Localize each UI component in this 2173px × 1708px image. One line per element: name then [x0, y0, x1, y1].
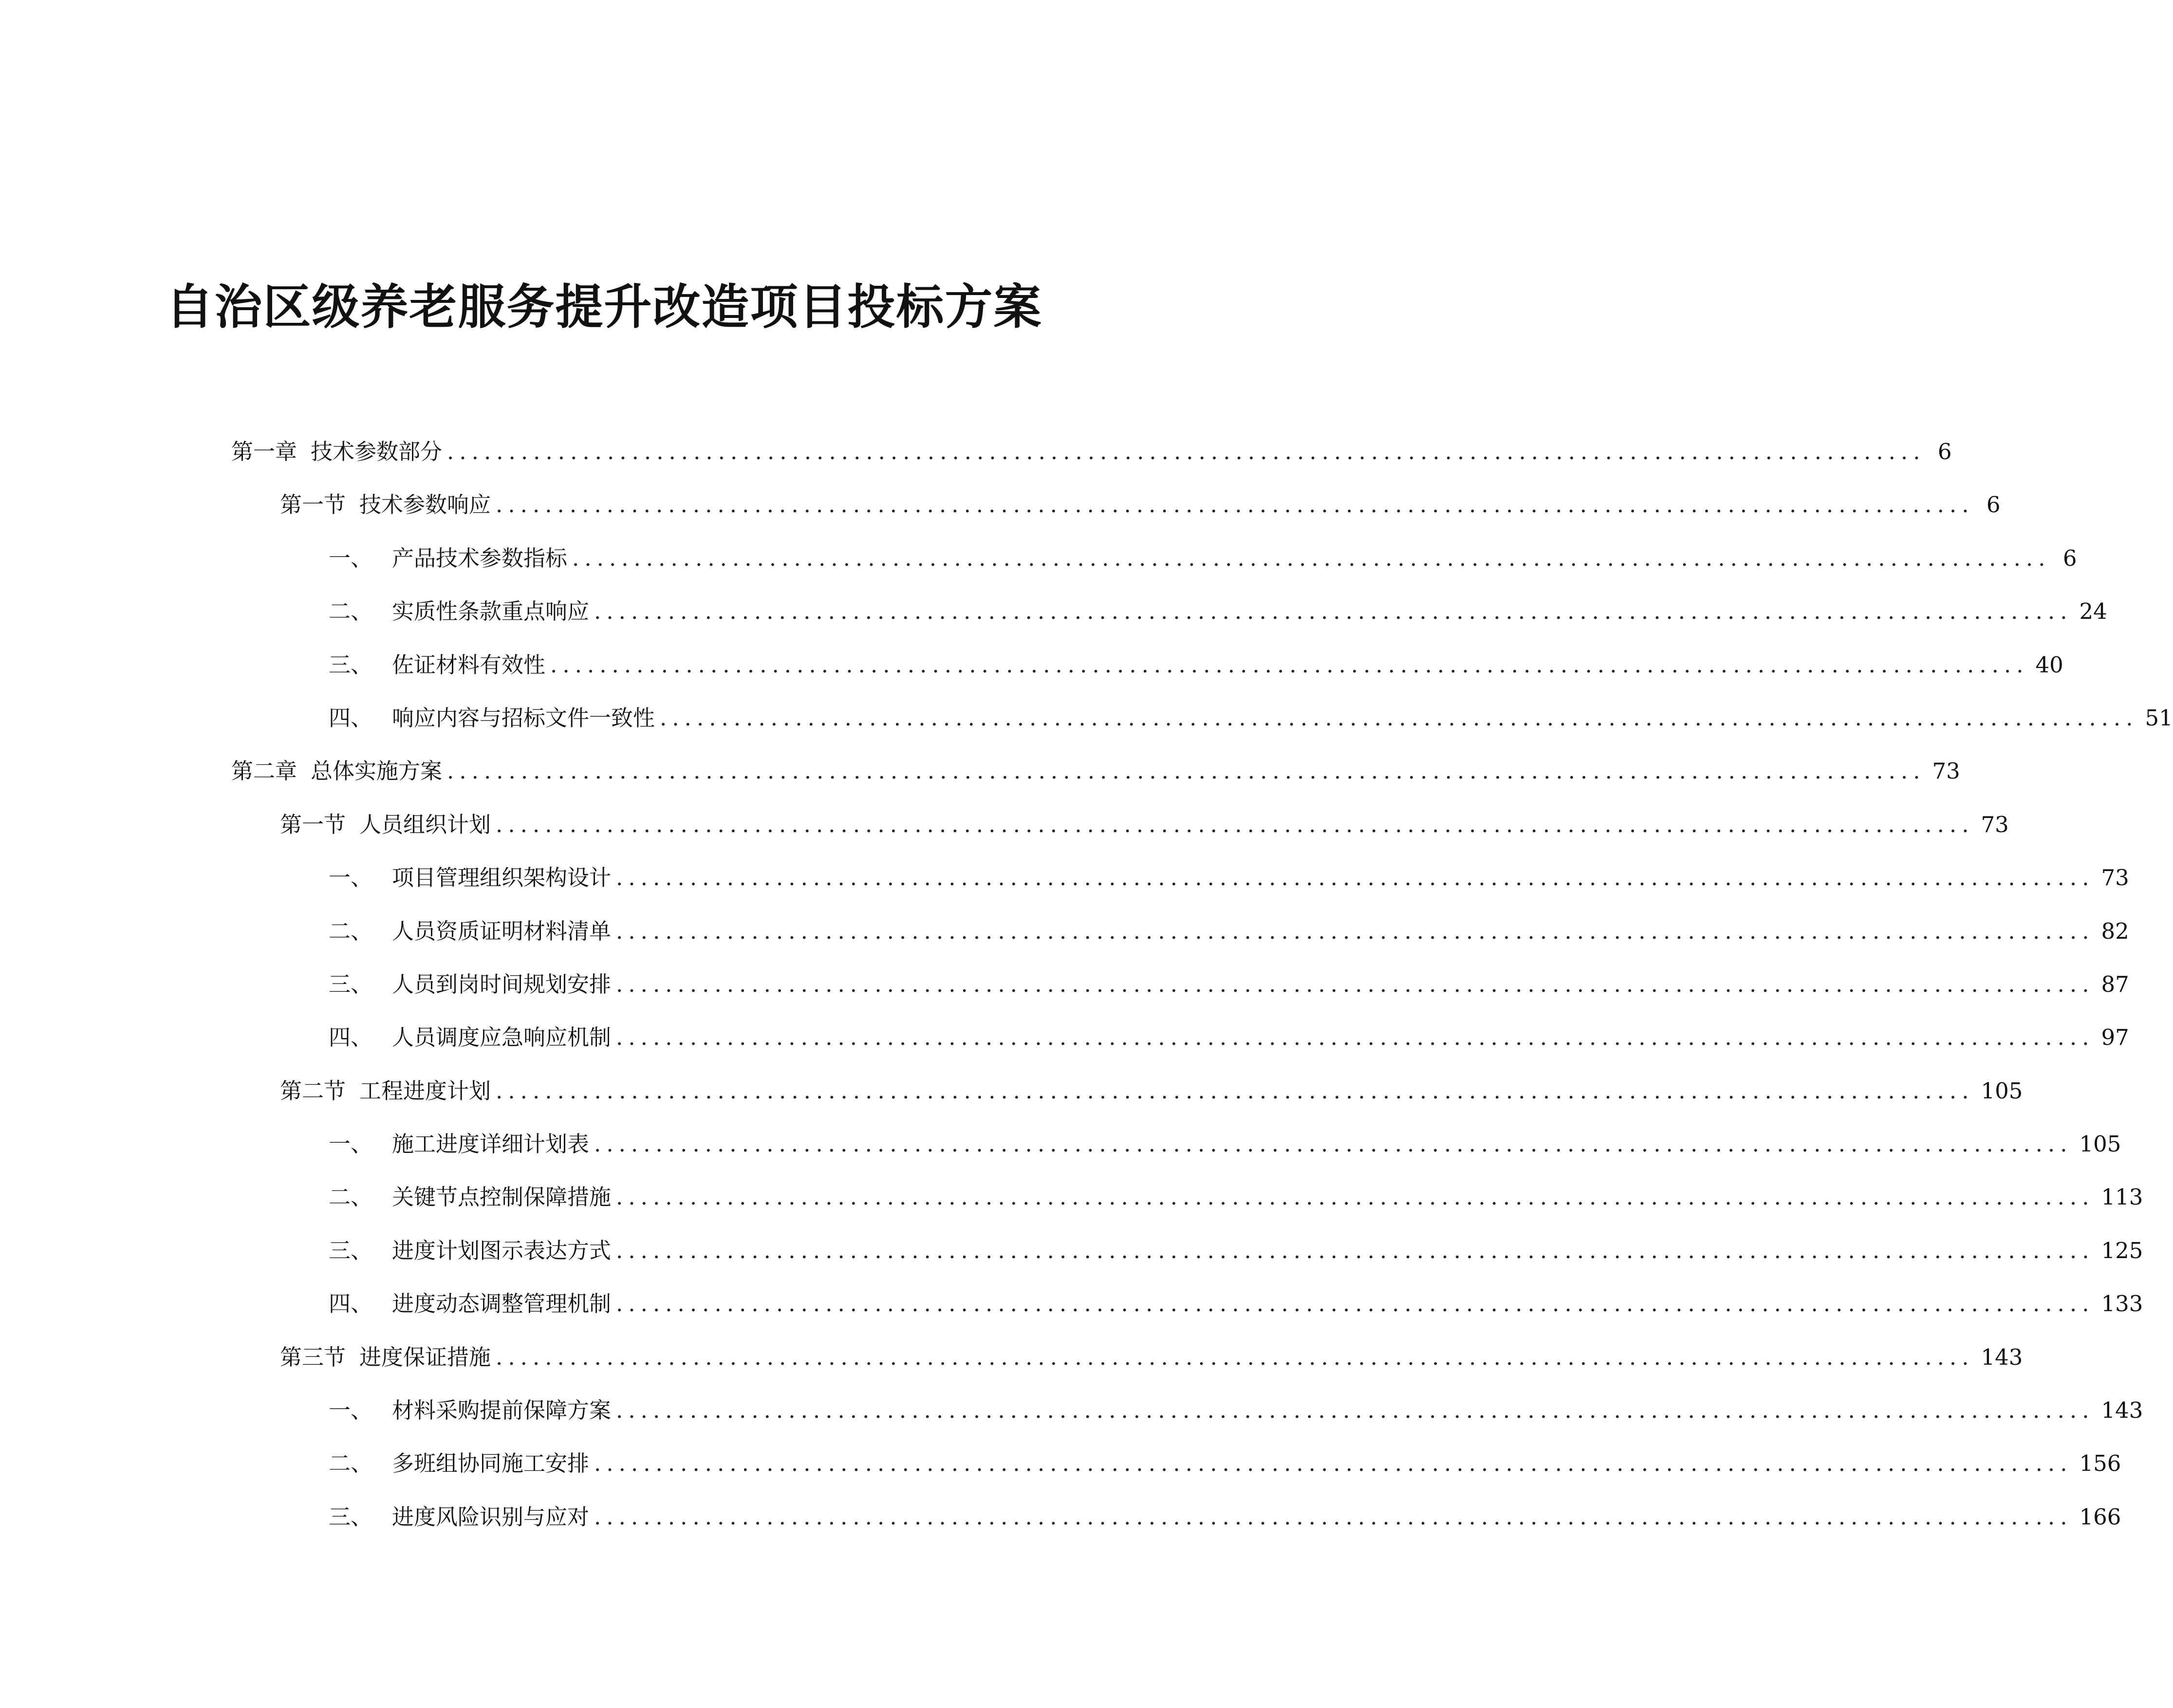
toc-page-number: 24	[2079, 598, 2107, 625]
toc-dot-leader: ........................................................................................................................	[616, 971, 2095, 997]
toc-page-number: 97	[2101, 1024, 2129, 1051]
toc-entry-number: 第一节	[280, 811, 346, 837]
toc-entry[interactable]	[231, 691, 2173, 744]
toc-entry[interactable]	[231, 1490, 2121, 1543]
toc-entry-title: 人员组织计划	[359, 811, 491, 837]
toc-page-number: 73	[1932, 758, 1960, 784]
toc-entry-title: 人员到岗时间规划安排	[392, 971, 612, 997]
toc-page-number: 133	[2101, 1291, 2143, 1317]
toc-entry-number: 二、	[329, 1184, 373, 1210]
toc-entry-title: 进度计划图示表达方式	[392, 1237, 612, 1263]
table-of-contents	[231, 425, 2173, 1543]
toc-entry-number: 二、	[329, 598, 373, 625]
toc-dot-leader: ........................................................................................................................	[447, 439, 1926, 464]
toc-entry-title: 进度动态调整管理机制	[392, 1291, 612, 1317]
toc-page-number: 73	[1981, 811, 2009, 837]
toc-entry-title: 技术参数响应	[359, 492, 491, 518]
toc-entry-title: 实质性条款重点响应	[392, 598, 590, 625]
toc-page-number: 6	[1986, 492, 2001, 518]
toc-entry-title: 项目管理组织架构设计	[392, 865, 612, 891]
toc-entry-title: 进度风险识别与应对	[392, 1504, 590, 1530]
toc-page-number: 143	[2101, 1397, 2143, 1424]
toc-dot-leader: ........................................................................................................................	[496, 1077, 1974, 1104]
toc-dot-leader: ........................................................................................................................	[594, 1504, 2073, 1530]
toc-entry-title: 材料采购提前保障方案	[392, 1397, 612, 1424]
toc-entry-number: 第一节	[280, 492, 346, 518]
toc-dot-leader: ........................................................................................................................	[616, 1184, 2095, 1210]
toc-entry[interactable]	[231, 958, 2129, 1011]
toc-entry-number: 一、	[329, 1131, 373, 1157]
toc-entry[interactable]	[231, 798, 2009, 851]
toc-dot-leader: ........................................................................................................................	[616, 918, 2095, 944]
toc-dot-leader: ........................................................................................................................	[660, 705, 2138, 731]
toc-dot-leader: ........................................................................................................................	[616, 865, 2095, 891]
toc-page-number: 105	[1981, 1077, 2023, 1104]
toc-entry-number: 三、	[329, 1504, 373, 1530]
toc-page-number: 156	[2079, 1450, 2121, 1477]
toc-entry-title: 产品技术参数指标	[392, 545, 568, 571]
toc-dot-leader: ........................................................................................................................	[594, 1131, 2073, 1157]
toc-entry[interactable]	[231, 1437, 2121, 1490]
toc-entry-title: 施工进度详细计划表	[392, 1131, 590, 1157]
toc-dot-leader: ........................................................................................................................	[572, 545, 2051, 571]
toc-dot-leader: ........................................................................................................................	[496, 492, 1974, 518]
toc-dot-leader: ........................................................................................................................	[616, 1397, 2095, 1424]
document-title: 自治区级养老服务提升改造项目投标方案	[166, 278, 1042, 335]
toc-entry-number: 三、	[329, 651, 373, 678]
toc-entry-number: 三、	[329, 971, 373, 997]
toc-entry[interactable]	[231, 1170, 2143, 1224]
toc-dot-leader: ........................................................................................................................	[616, 1024, 2095, 1051]
toc-entry[interactable]	[231, 425, 1952, 478]
toc-entry-title: 工程进度计划	[359, 1077, 491, 1104]
toc-dot-leader: ........................................................................................................................	[496, 1344, 1974, 1370]
toc-entry-number: 第三节	[280, 1344, 346, 1370]
toc-entry[interactable]	[231, 1277, 2143, 1330]
toc-entry-title: 进度保证措施	[359, 1344, 491, 1370]
toc-entry-number: 四、	[329, 705, 373, 731]
toc-entry[interactable]	[231, 1117, 2121, 1170]
toc-entry-title: 总体实施方案	[311, 758, 443, 784]
toc-entry-number: 二、	[329, 1450, 373, 1477]
toc-dot-leader: ........................................................................................................................	[594, 1450, 2073, 1477]
toc-page-number: 125	[2101, 1237, 2143, 1263]
toc-entry[interactable]	[231, 1064, 2023, 1117]
toc-dot-leader: ........................................................................................................................	[594, 598, 2073, 625]
toc-dot-leader: ........................................................................................................................	[447, 758, 1926, 784]
toc-entry[interactable]	[231, 638, 2063, 691]
toc-page-number: 51	[2145, 705, 2173, 731]
toc-entry-title: 佐证材料有效性	[392, 651, 546, 678]
toc-page-number: 6	[2062, 545, 2077, 571]
toc-entry-title: 技术参数部分	[311, 439, 443, 464]
toc-entry[interactable]	[231, 1224, 2143, 1277]
toc-entry[interactable]	[231, 1331, 2023, 1384]
toc-entry-number: 第一章	[231, 439, 297, 464]
toc-entry[interactable]	[231, 1011, 2129, 1064]
toc-dot-leader: ........................................................................................................................	[616, 1237, 2095, 1263]
toc-entry-number: 一、	[329, 1397, 373, 1424]
toc-page-number: 166	[2079, 1504, 2121, 1530]
toc-page-number: 143	[1981, 1344, 2023, 1370]
toc-page-number: 113	[2101, 1184, 2143, 1210]
toc-page-number: 87	[2101, 971, 2129, 997]
toc-dot-leader: ........................................................................................................................	[496, 811, 1974, 837]
toc-entry-number: 四、	[329, 1291, 373, 1317]
toc-entry-number: 一、	[329, 545, 373, 571]
toc-entry-number: 第二节	[280, 1077, 346, 1104]
toc-entry-number: 四、	[329, 1024, 373, 1051]
toc-entry[interactable]	[231, 744, 1960, 798]
toc-entry[interactable]	[231, 532, 2077, 585]
toc-page-number: 73	[2101, 865, 2129, 891]
toc-entry[interactable]	[231, 905, 2129, 958]
toc-entry[interactable]	[231, 478, 2001, 531]
toc-page-number: 40	[2035, 651, 2063, 678]
toc-entry-title: 人员调度应急响应机制	[392, 1024, 612, 1051]
toc-entry-number: 三、	[329, 1237, 373, 1263]
toc-entry-title: 人员资质证明材料清单	[392, 918, 612, 944]
toc-entry-number: 二、	[329, 918, 373, 944]
toc-entry-title: 响应内容与招标文件一致性	[392, 705, 655, 731]
toc-entry[interactable]	[231, 585, 2107, 638]
toc-page-number: 82	[2101, 918, 2129, 944]
toc-page-number: 6	[1937, 439, 1952, 464]
toc-entry-title: 关键节点控制保障措施	[392, 1184, 612, 1210]
toc-entry-number: 一、	[329, 865, 373, 891]
toc-entry-title: 多班组协同施工安排	[392, 1450, 590, 1477]
toc-entry[interactable]	[231, 1384, 2143, 1437]
toc-page-number: 105	[2079, 1131, 2121, 1157]
toc-dot-leader: ........................................................................................................................	[550, 651, 2029, 678]
toc-entry-number: 第二章	[231, 758, 297, 784]
toc-entry[interactable]	[231, 851, 2129, 904]
toc-dot-leader: ........................................................................................................................	[616, 1291, 2095, 1317]
